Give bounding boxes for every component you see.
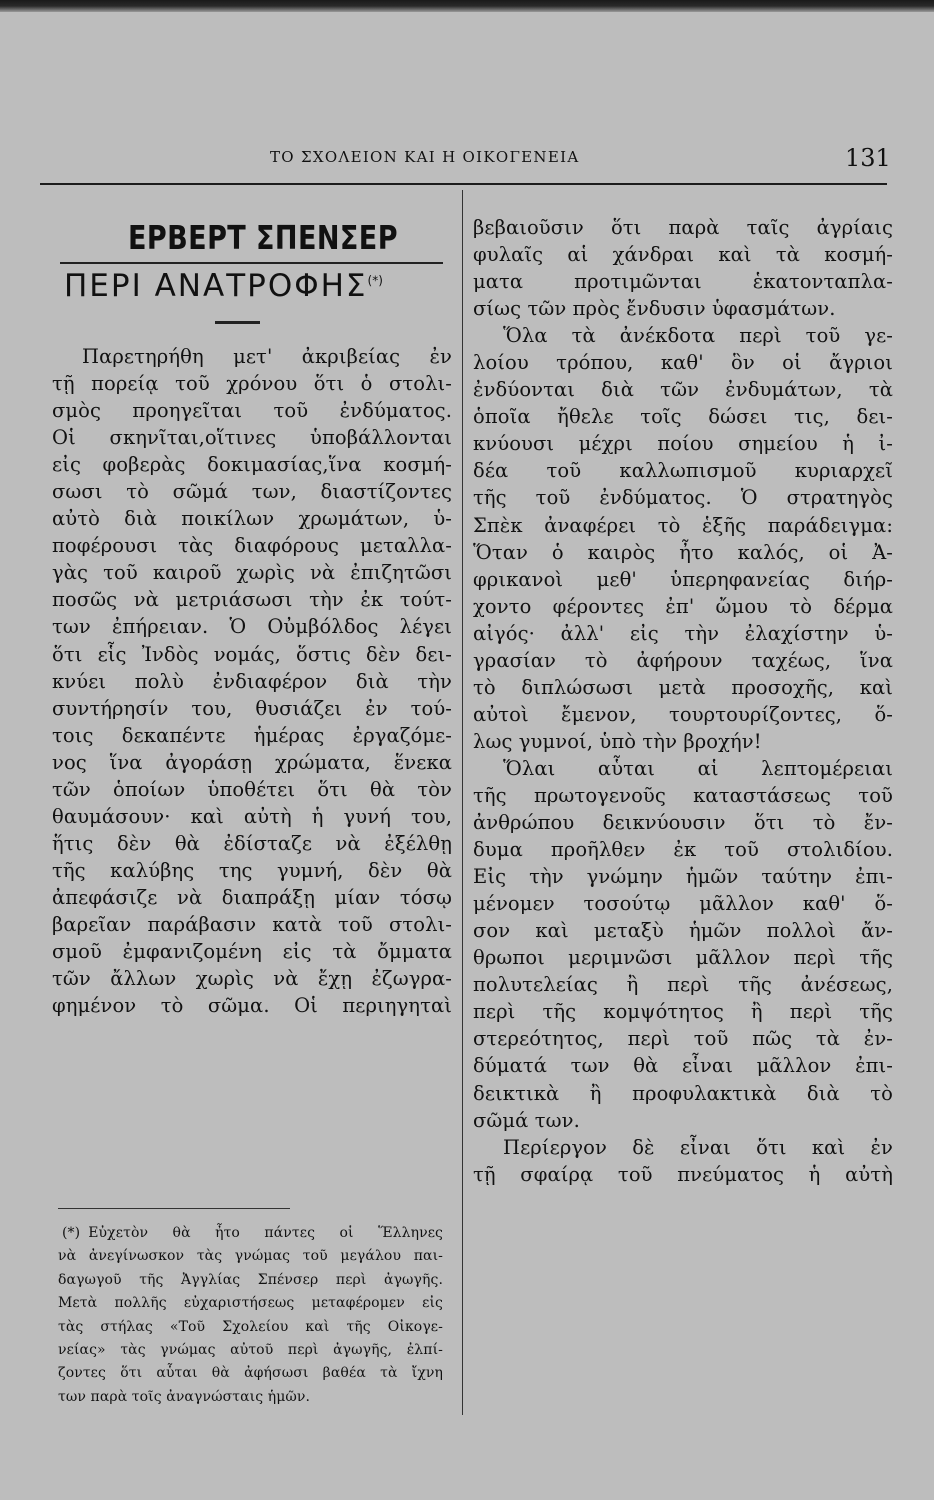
text-line: φρικανοὶ μεθ' ὑπερηφανείας διήρ- [473, 567, 893, 591]
text-line: δεικτικὰ ἢ προφυλακτικὰ διὰ τὸ [473, 1081, 893, 1105]
footnote-line: Μετὰ πολλῆς εὐχαριστήσεως μεταφέρομεν εἰς [58, 1295, 443, 1312]
text-line: τοις δεκαπέντε ἡμέρας ἐργαζόμε- [52, 723, 452, 747]
article-author: ΕΡΒΕΡΤ ΣΠΕΝΣΕΡ [128, 218, 398, 257]
text-line: ποσῶς νὰ μετριάσωσι τὴν ἐκ τούτ- [52, 588, 452, 612]
text-line: δύματά των θὰ εἶναι μᾶλλον ἐπι- [473, 1054, 893, 1078]
text-line: μένομεν τοσούτῳ μᾶλλον καθ' ὅ- [473, 892, 893, 916]
text-line: βεβαιοῦσιν ὅτι παρὰ ταῖς ἀγρίαις [473, 216, 893, 239]
text-line: θαυμάσουν· καὶ αὐτὴ ἡ γυνή του, [52, 804, 452, 828]
footnote-line-text: Εὐχετὸν θὰ ἦτο πάντες οἱ Ἕλληνες [88, 1225, 443, 1241]
title-ornament-rule [215, 321, 260, 324]
text-line: σίως τῶν πρὸς ἔνδυσιν ὑφασμάτων. [473, 297, 836, 321]
footnote-line: νείας» τὰς γνώμας αὐτοῦ περὶ ἀγωγῆς, ἐλπί- [58, 1341, 443, 1358]
text-line: τῇ σφαίρᾳ τοῦ πνεύματος ἡ αὐτὴ [473, 1162, 893, 1186]
title-footnote-mark: (*) [367, 273, 383, 288]
text-line: σμὸς προηγεῖται τοῦ ἐνδύματος. [52, 399, 452, 423]
text-line: Περίεργον δὲ εἶναι ὅτι καὶ ἐν [503, 1135, 893, 1159]
text-line: χοντο φέροντες ἐπ' ὤμου τὸ δέρμα [473, 594, 893, 618]
text-line: πολυτελείας ἢ περὶ τῆς ἀνέσεως, [473, 973, 893, 997]
text-line: Ὅλαι αὗται αἱ λεπτομέρειαι [503, 756, 893, 780]
text-line: συντήρησίν του, θυσιάζει ἐν τού- [52, 696, 452, 720]
text-line: ὅτι εἷς Ἰνδὸς νομάς, ὅστις δὲν δει- [52, 642, 452, 666]
page-number: 131 [845, 144, 891, 172]
text-line: Οἱ σκηνῖται,οἵτινες ὑποβάλλονται [52, 426, 452, 450]
text-line: ἥτις δὲν θὰ ἐδίσταζε νὰ ἐξέλθῃ [52, 831, 452, 855]
footnote-line: ζοντες ὅτι αὗται θὰ ἀφήσωσι βαθέα τὰ ἴχνη [58, 1365, 443, 1382]
text-line: θρωποι μεριμνῶσι μᾶλλον περὶ τῆς [473, 946, 893, 970]
text-line: κνύουσι μέχρι ποίου σημείου ἡ ἰ- [473, 432, 893, 456]
footnote [58, 1222, 443, 1409]
text-line: σον καὶ μεταξὺ ἡμῶν πολλοὶ ἄν- [473, 919, 893, 943]
text-line: τῶν ἄλλων χωρὶς νὰ ἔχῃ ἐζωγρα- [52, 967, 452, 991]
text-line: αἰγός· ἀλλ' εἰς τὴν ἐλαχίστην ὑ- [473, 621, 893, 645]
text-line: σῶμά των. [473, 1108, 580, 1132]
footnote-line [58, 1222, 443, 1245]
left-column-text [52, 343, 452, 1019]
text-line: αὐτὸ διὰ ποικίλων χρωμάτων, ὑ- [52, 507, 452, 531]
text-line: γὰς τοῦ καιροῦ χωρὶς νὰ ἐπιζητῶσι [52, 561, 452, 585]
text-line: Εἰς τὴν γνώμην ἡμῶν ταύτην ἐπι- [473, 865, 893, 889]
article-title [64, 268, 383, 304]
footnote-line: δαγωγοῦ τῆς Ἀγγλίας Σπένσερ περὶ ἀγωγῆς. [58, 1271, 443, 1288]
footnote-mark: (*) [62, 1225, 81, 1241]
text-line: λοίου τρόπου, καθ' ὃν οἱ ἄγριοι [473, 351, 893, 375]
text-line: νος ἵνα ἀγοράσῃ χρώματα, ἕνεκα [52, 750, 452, 774]
text-line: βαρεῖαν παράβασιν κατὰ τοῦ στολι- [52, 912, 452, 936]
text-line: ἐνδύονται διὰ τῶν ἐνδυμάτων, τὰ [473, 378, 893, 402]
text-line: φυλαῖς αἱ χάνδραι καὶ τὰ κοσμή- [473, 243, 893, 267]
text-line: λως γυμνοί, ὑπὸ τὴν βροχήν! [473, 729, 762, 753]
text-line: δυμα προῆλθεν ἐκ τοῦ στολιδίου. [473, 838, 893, 862]
text-line: ἀπεφάσιζε νὰ διαπράξῃ μίαν τόσῳ [52, 885, 452, 909]
right-column-text [473, 214, 893, 1188]
text-line: τῆς καλύβης της γυμνή, δὲν θὰ [52, 858, 452, 882]
text-line: σμοῦ ἐμφανιζομένη εἰς τὰ ὄμματα [52, 940, 452, 964]
text-line: περὶ τῆς κομψότητος ἢ περὶ τῆς [473, 1000, 893, 1024]
text-line: γρασίαν τὸ ἀφήρουν ταχέως, ἵνα [473, 648, 893, 672]
article-title-text: ΠΕΡΙ ΑΝΑΤΡΟΦΗΣ [64, 268, 368, 304]
text-line: τῇ πορείᾳ τοῦ χρόνου ὅτι ὁ στολι- [52, 372, 452, 396]
footnote-rule [58, 1208, 290, 1209]
text-line: Σπὲκ ἀναφέρει τὸ ἑξῆς παράδειγμα: [473, 513, 893, 537]
footnote-line: τὰς στήλας «Τοῦ Σχολείου καὶ τῆς Οἰκογε- [58, 1318, 443, 1335]
text-line: ποφέρουσι τὰς διαφόρους μεταλλα- [52, 534, 452, 558]
text-line: κνύει πολὺ ἐνδιαφέρον διὰ τὴν [52, 669, 452, 693]
text-line: αὐτοὶ ἔμενον, τουρτουρίζοντες, ὅ- [473, 702, 893, 726]
text-line: σωσι τὸ σῶμά των, διαστίζοντες [52, 480, 452, 504]
text-line: τῶν ὁποίων ὑποθέτει ὅτι θὰ τὸν [52, 777, 452, 801]
text-line: Παρετηρήθη μετ' ἀκριβείας ἐν [82, 345, 452, 368]
text-line: εἰς φοβερὰς δοκιμασίας,ἵνα κοσμή- [52, 453, 452, 477]
text-line: δέα τοῦ καλλωπισμοῦ κυριαρχεῖ [473, 459, 893, 483]
running-header [0, 146, 934, 176]
text-line: τὸ διπλώσωσι μετὰ προσοχῆς, καὶ [473, 675, 893, 699]
footnote-line: των παρὰ τοῖς ἀναγνώσταις ἡμῶν. [58, 1388, 311, 1405]
text-line: ὁποῖα ἤθελε τοῖς δώσει τις, δει- [473, 405, 893, 429]
text-line: φημένον τὸ σῶμα. Οἱ περιηγηταὶ [52, 994, 452, 1018]
text-line: ἀνθρώπου δεικνύουσιν ὅτι τὸ ἔν- [473, 811, 893, 835]
text-line: τῆς τοῦ ἐνδύματος. Ὁ στρατηγὸς [473, 486, 893, 510]
header-rule [40, 183, 887, 185]
title-rule [60, 262, 443, 264]
text-line: Ὅλα τὰ ἀνέκδοτα περὶ τοῦ γε- [503, 324, 893, 348]
text-line: των ἐπήρειαν. Ὁ Οὐμβόλδος λέγει [52, 615, 452, 639]
text-line: ματα προτιμῶνται ἑκατονταπλα- [473, 270, 893, 294]
column-divider [462, 190, 463, 1415]
footnote-line: νὰ ἀνεγίνωσκον τὰς γνώμας τοῦ μεγάλου παι- [58, 1248, 443, 1265]
text-line: στερεότητος, περὶ τοῦ πῶς τὰ ἐν- [473, 1027, 893, 1051]
text-line: Ὅταν ὁ καιρὸς ἦτο καλός, οἱ Ἀ- [473, 540, 893, 564]
text-line: τῆς πρωτογενοῦς καταστάσεως τοῦ [473, 783, 893, 807]
running-title: ΤΟ ΣΧΟΛΕΙΟΝ ΚΑΙ Η ΟΙΚΟΓΕΝΕΙΑ [270, 148, 580, 166]
